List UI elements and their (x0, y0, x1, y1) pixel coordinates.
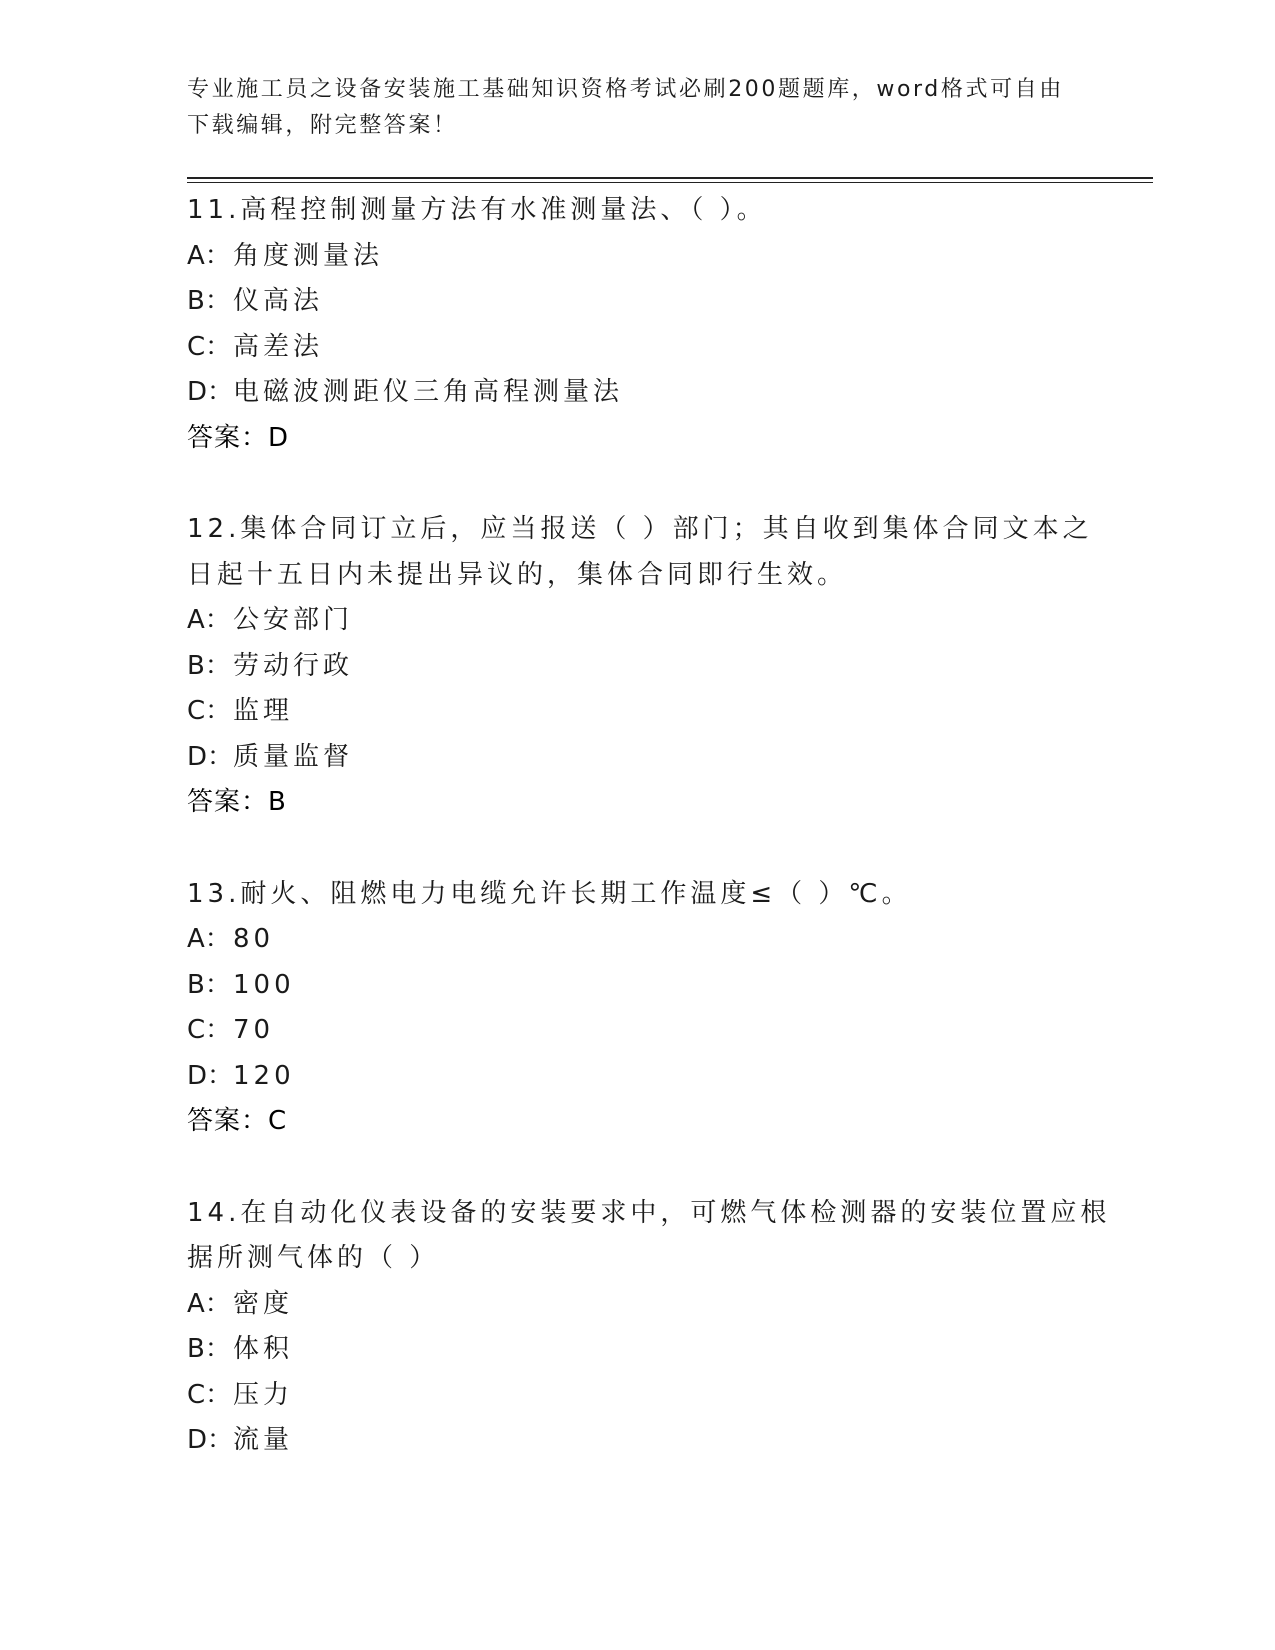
option-letter: B： (187, 650, 231, 681)
question-stem: 据所测气体的（ ） (187, 1243, 440, 1273)
option-text: 120 (233, 1060, 295, 1091)
answer-option (187, 917, 1187, 963)
question-spacer (187, 1145, 1187, 1191)
option-letter: B： (187, 969, 231, 1000)
option-letter: D： (187, 1060, 234, 1091)
question-block (187, 507, 1187, 826)
option-letter: D： (187, 741, 234, 772)
header-title-line-1: 专业施工员之设备安装施工基础知识资格考试必刷200题题库，word格式可自由 (187, 77, 1064, 102)
document-header (187, 72, 1087, 144)
option-letter: A： (187, 605, 231, 635)
answer-option (187, 689, 1187, 735)
answer-option (187, 325, 1187, 371)
answer-option (187, 1418, 1187, 1464)
option-letter: D： (187, 1425, 234, 1455)
question-stem: 日起十五日内未提出异议的，集体合同即行生效。 (187, 559, 848, 590)
answer-option (187, 234, 1187, 280)
option-text: 仪高法 (233, 286, 324, 316)
option-letter: B： (187, 286, 231, 316)
question-stem: 12.集体合同订立后，应当报送（ ）部门；其自收到集体合同文本之 (187, 514, 1093, 544)
question-block (187, 872, 1187, 1145)
option-text: 100 (233, 969, 295, 1000)
answer-option (187, 1054, 1187, 1100)
option-letter: C： (187, 1015, 232, 1045)
question-block (187, 1191, 1187, 1464)
option-letter: B： (187, 1334, 231, 1364)
option-text: 压力 (233, 1379, 294, 1410)
option-text: 体积 (233, 1334, 294, 1364)
question-block (187, 188, 1187, 461)
answer-option (187, 1282, 1187, 1328)
question-list (187, 188, 1187, 1464)
option-text: 80 (233, 924, 275, 954)
option-letter: A： (187, 1288, 231, 1319)
answer-option (187, 644, 1187, 690)
option-text: 70 (233, 1015, 275, 1045)
answer-option (187, 598, 1187, 644)
option-letter: C： (187, 696, 232, 726)
answer-option (187, 370, 1187, 416)
option-letter: D： (187, 377, 234, 407)
question-stem: 14.在自动化仪表设备的安装要求中，可燃气体检测器的安装位置应根 (187, 1197, 1111, 1228)
option-text: 高差法 (233, 331, 324, 362)
header-divider-thin (187, 182, 1153, 183)
option-text: 电磁波测距仪三角高程测量法 (233, 377, 624, 407)
option-text: 劳动行政 (233, 650, 354, 681)
question-stem: 11.高程控制测量方法有水准测量法、（ ）。 (187, 195, 767, 225)
option-text: 角度测量法 (233, 240, 384, 271)
answer-option (187, 279, 1187, 325)
option-letter: C： (187, 1379, 232, 1410)
header-divider-thick (187, 177, 1153, 179)
option-text: 监理 (233, 696, 294, 726)
header-title-line-2: 下载编辑，附完整答案！ (187, 113, 458, 138)
answer-option (187, 1373, 1187, 1419)
answer-option (187, 963, 1187, 1009)
option-text: 公安部门 (233, 605, 354, 635)
answer-option (187, 1327, 1187, 1373)
question-spacer (187, 461, 1187, 507)
option-text: 流量 (233, 1425, 294, 1455)
answer-key: 答案：D (187, 422, 290, 453)
option-text: 密度 (233, 1288, 294, 1319)
answer-option (187, 735, 1187, 781)
option-text: 质量监督 (233, 741, 354, 772)
question-stem: 13.耐火、阻燃电力电缆允许长期工作温度≤（ ）℃。 (187, 878, 912, 909)
answer-key: 答案：B (187, 787, 287, 817)
question-spacer (187, 826, 1187, 872)
option-letter: A： (187, 240, 231, 271)
answer-option (187, 1008, 1187, 1054)
option-letter: A： (187, 924, 231, 954)
answer-key: 答案：C (187, 1106, 288, 1136)
option-letter: C： (187, 331, 232, 362)
